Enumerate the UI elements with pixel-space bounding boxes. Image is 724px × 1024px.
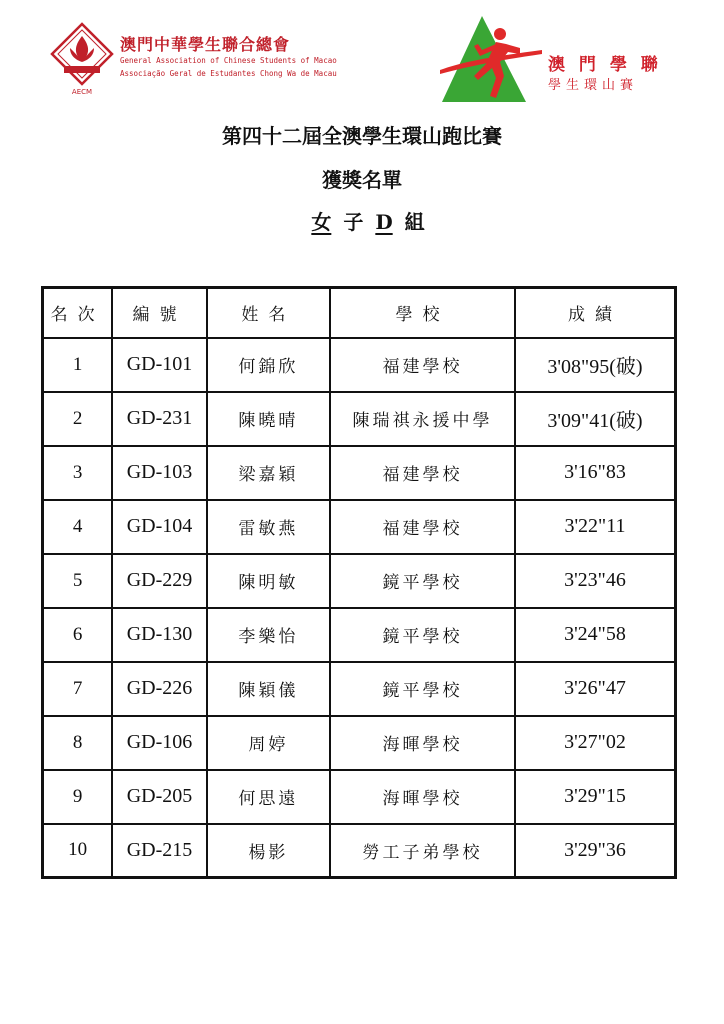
table-row bbox=[43, 716, 676, 770]
name-cell: 李樂怡 bbox=[207, 608, 330, 662]
school-cell: 海暉學校 bbox=[330, 770, 515, 824]
school-cell: 福建學校 bbox=[330, 338, 515, 392]
header-number: 編號 bbox=[112, 288, 207, 338]
group-title bbox=[0, 206, 724, 235]
rank-cell: 7 bbox=[43, 662, 113, 716]
event-logo-subtitle: 學生環山賽 bbox=[548, 78, 639, 93]
name-cell: 陳曉晴 bbox=[207, 392, 330, 446]
number-cell: GD-205 bbox=[112, 770, 207, 824]
seal-caption: AECM bbox=[71, 88, 93, 96]
number-cell: GD-104 bbox=[112, 500, 207, 554]
name-cell: 何思遠 bbox=[207, 770, 330, 824]
association-seal-icon bbox=[50, 22, 114, 98]
group-part: 女 bbox=[311, 210, 332, 234]
number-cell: GD-229 bbox=[112, 554, 207, 608]
rank-cell: 8 bbox=[43, 716, 113, 770]
rank-cell: 9 bbox=[43, 770, 113, 824]
name-cell: 陳穎儀 bbox=[207, 662, 330, 716]
number-cell: GD-130 bbox=[112, 608, 207, 662]
document-title: 第四十二屆全澳學生環山跑比賽 bbox=[222, 124, 502, 148]
rank-cell: 2 bbox=[43, 392, 113, 446]
number-cell: GD-106 bbox=[112, 716, 207, 770]
result-cell: 3'29"36 bbox=[515, 824, 676, 878]
number-cell: GD-231 bbox=[112, 392, 207, 446]
school-cell: 勞工子弟學校 bbox=[330, 824, 515, 878]
number-cell: GD-215 bbox=[112, 824, 207, 878]
rank-cell: 6 bbox=[43, 608, 113, 662]
table-row bbox=[43, 824, 676, 878]
group-part: 組 bbox=[404, 210, 425, 234]
event-logo-title: 澳 門 學 聯 bbox=[548, 55, 662, 75]
association-logo bbox=[50, 22, 337, 102]
table-row bbox=[43, 392, 676, 446]
runner-triangle-icon bbox=[438, 14, 546, 104]
school-cell: 鏡平學校 bbox=[330, 554, 515, 608]
school-cell: 海暉學校 bbox=[330, 716, 515, 770]
name-cell: 何錦欣 bbox=[207, 338, 330, 392]
result-cell: 3'09"41(破) bbox=[515, 392, 676, 446]
rank-cell: 3 bbox=[43, 446, 113, 500]
rank-cell: 4 bbox=[43, 500, 113, 554]
name-cell: 雷敏燕 bbox=[207, 500, 330, 554]
result-cell: 3'23"46 bbox=[515, 554, 676, 608]
table-row bbox=[43, 662, 676, 716]
rank-cell: 10 bbox=[43, 824, 113, 878]
result-cell: 3'29"15 bbox=[515, 770, 676, 824]
name-cell: 楊影 bbox=[207, 824, 330, 878]
rank-cell: 1 bbox=[43, 338, 113, 392]
table-row bbox=[43, 770, 676, 824]
school-cell: 福建學校 bbox=[330, 500, 515, 554]
school-cell: 福建學校 bbox=[330, 446, 515, 500]
document-subtitle: 獲獎名單 bbox=[322, 168, 402, 192]
header-result: 成績 bbox=[515, 288, 676, 338]
name-cell: 陳明敏 bbox=[207, 554, 330, 608]
table-row bbox=[43, 608, 676, 662]
org-name-en: General Association of Chinese Students of Macao bbox=[120, 56, 337, 65]
number-cell: GD-103 bbox=[112, 446, 207, 500]
result-cell: 3'26"47 bbox=[515, 662, 676, 716]
table-row bbox=[43, 500, 676, 554]
number-cell: GD-226 bbox=[112, 662, 207, 716]
rank-cell: 5 bbox=[43, 554, 113, 608]
result-cell: 3'08"95(破) bbox=[515, 338, 676, 392]
school-cell: 鏡平學校 bbox=[330, 662, 515, 716]
results-table bbox=[41, 286, 677, 879]
result-cell: 3'24"58 bbox=[515, 608, 676, 662]
table-row bbox=[43, 338, 676, 392]
header-name: 姓名 bbox=[207, 288, 330, 338]
header-rank: 名次 bbox=[43, 288, 113, 338]
table-header-row bbox=[43, 288, 676, 338]
table-row bbox=[43, 554, 676, 608]
result-cell: 3'16"83 bbox=[515, 446, 676, 500]
name-cell: 周婷 bbox=[207, 716, 330, 770]
table-body bbox=[43, 338, 676, 878]
event-logo bbox=[438, 14, 678, 106]
group-part: D bbox=[375, 210, 393, 234]
number-cell: GD-101 bbox=[112, 338, 207, 392]
school-cell: 陳瑞祺永援中學 bbox=[330, 392, 515, 446]
table-row bbox=[43, 446, 676, 500]
header-school: 學校 bbox=[330, 288, 515, 338]
org-name-pt: Associação Geral de Estudantes Chong Wa de Macau bbox=[120, 69, 337, 78]
result-cell: 3'22"11 bbox=[515, 500, 676, 554]
group-part: 子 bbox=[343, 210, 364, 234]
school-cell: 鏡平學校 bbox=[330, 608, 515, 662]
org-name-zh: 澳門中華學生聯合總會 bbox=[120, 35, 291, 54]
result-cell: 3'27"02 bbox=[515, 716, 676, 770]
name-cell: 梁嘉穎 bbox=[207, 446, 330, 500]
